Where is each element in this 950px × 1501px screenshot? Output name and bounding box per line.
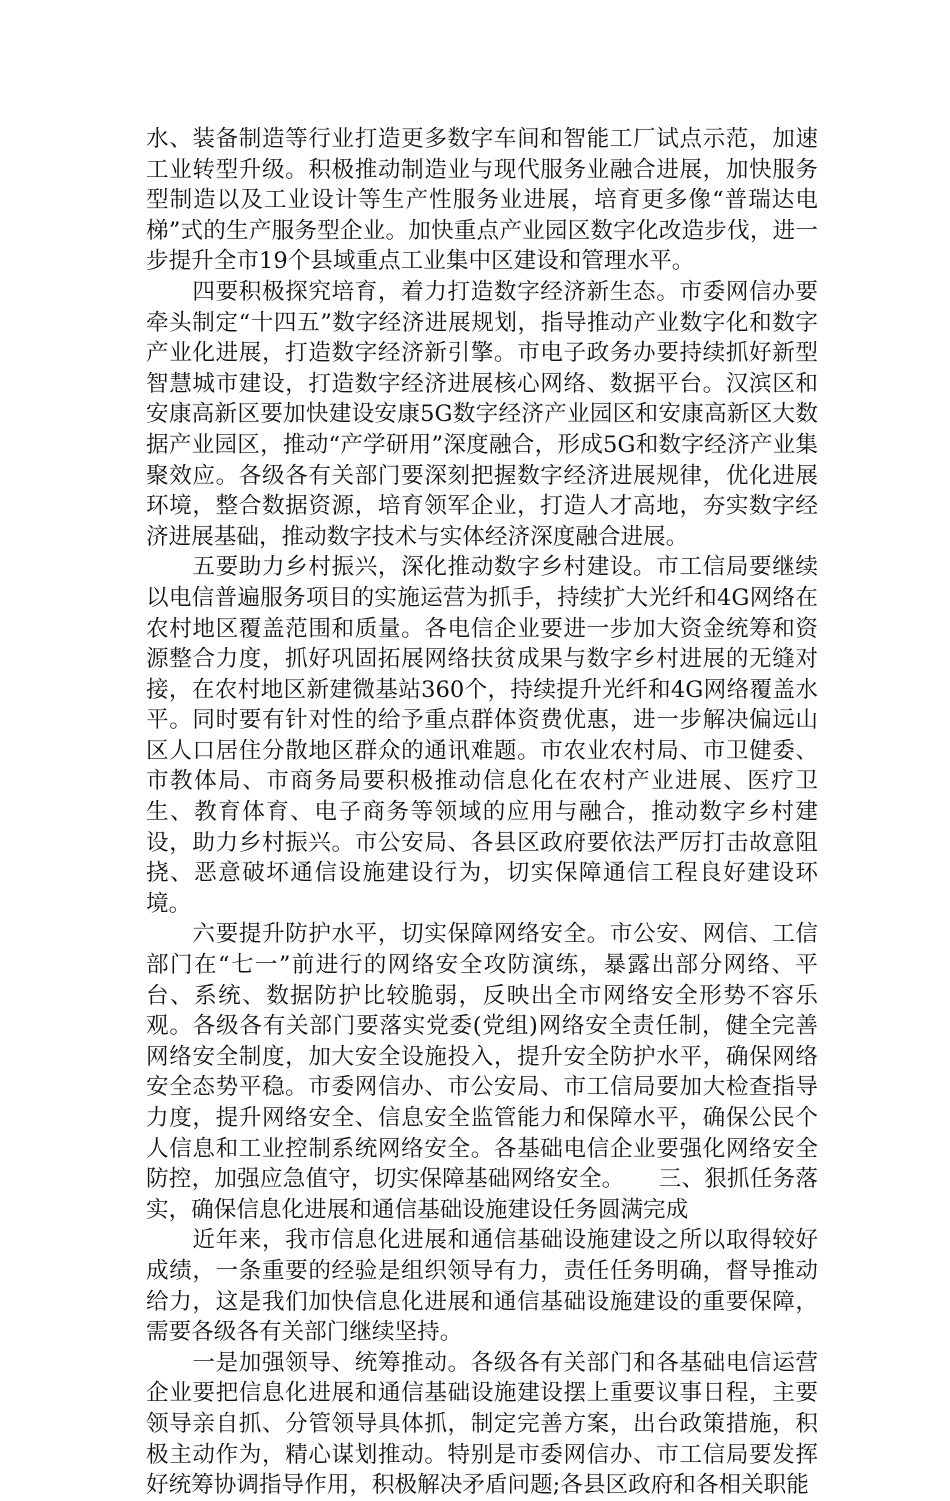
paragraph-network-security: 六要提升防护水平，切实保障网络安全。市公安、网信、工信部门在“七一”前进行的网络安全攻防演练，暴露出部分网络、平台、系统、数据防护比较脆弱，反映出全市网络安全形势不容乐观。各级各有关部门要落实党委(党组)网络安全责任制，健全完善网络安全制度，加大安全设施投入，提升安全防护水平，确保网络安全态势平稳。市委网信办、市公安局、市工信局要加大检查指导力度，提升网络安全、信息安全监管能力和保障水平，确保公民个人信息和工业控制系统网络安全。各基础电信企业要强化网络安全防控，加强应急值守，切实保障基础网络安全。 三、狠抓任务落实，确保信息化进展和通信基础设施建设任务圆满完成 [146, 921, 818, 1223]
paragraph-rural-revitalization: 五要助力乡村振兴，深化推动数字乡村建设。市工信局要继续以电信普遍服务项目的实施运营为抓手，持续扩大光纤和4G网络在农村地区覆盖范围和质量。各电信企业要进一步加大资金统筹和资源整合力度，抓好巩固拓展网络扶贫成果与数字乡村进展的无缝对接，在农村地区新建微基站360个，持续提升光纤和4G网络覆盖水平。同时要有针对性的给予重点群体资费优惠，进一步解决偏远山区人口居住分散地区群众的通讯难题。市农业农村局、市卫健委、市教体局、市商务局要积极推动信息化在农村产业进展、医疗卫生、教育体育、电子商务等领域的应用与融合，推动数字乡村建设，助力乡村振兴。市公安局、各县区政府要依法严厉打击故意阻挠、恶意破坏通信设施建设行为，切实保障通信工程良好建设环境。 [146, 554, 818, 917]
paragraph-experience: 近年来，我市信息化进展和通信基础设施建设之所以取得较好成绩，一条重要的经验是组织领导有力，责任任务明确，督导推动给力，这是我们加快信息化进展和通信基础设施建设的重要保障，需要各级各有关部门继续坚持。 [146, 1227, 818, 1346]
paragraph-digital-economy: 四要积极探究培育，着力打造数字经济新生态。市委网信办要牵头制定“十四五”数字经济进展规划，指导推动产业数字化和数字产业化进展，打造数字经济新引擎。市电子政务办要持续抓好新型智慧城市建设，打造数字经济进展核心网络、数据平台。汉滨区和安康高新区要加快建设安康5G数字经济产业园区和安康高新区大数据产业园区，推动“产学研用”深度融合，形成5G和数字经济产业集聚效应。各级各有关部门要深刻把握数字经济进展规律，优化进展环境，整合数据资源，培育领军企业，打造人才高地，夯实数字经济进展基础，推动数字技术与实体经济深度融合进展。 [146, 278, 818, 550]
paragraph-continuation: 水、装备制造等行业打造更多数字车间和智能工厂试点示范，加速工业转型升级。积极推动制造业与现代服务业融合进展，加快服务型制造以及工业设计等生产性服务业进展，培育更多像“普瑞达电梯”式的生产服务型企业。加快重点产业园区数字化改造步伐，进一步提升全市19个县域重点工业集中区建设和管理水平。 [146, 126, 818, 275]
document-body [146, 124, 818, 1501]
paragraph-leadership: 一是加强领导、统筹推动。各级各有关部门和各基础电信运营企业要把信息化进展和通信基础设施建设摆上重要议事日程，主要领导亲自抓、分管领导具体抓，制定完善方案，出台政策措施，积极主动作为，精心谋划推动。特别是市委网信办、市工信局要发挥好统筹协调指导作用，积极解决矛盾问题;各县区政府和各相关职能 [146, 1349, 818, 1499]
